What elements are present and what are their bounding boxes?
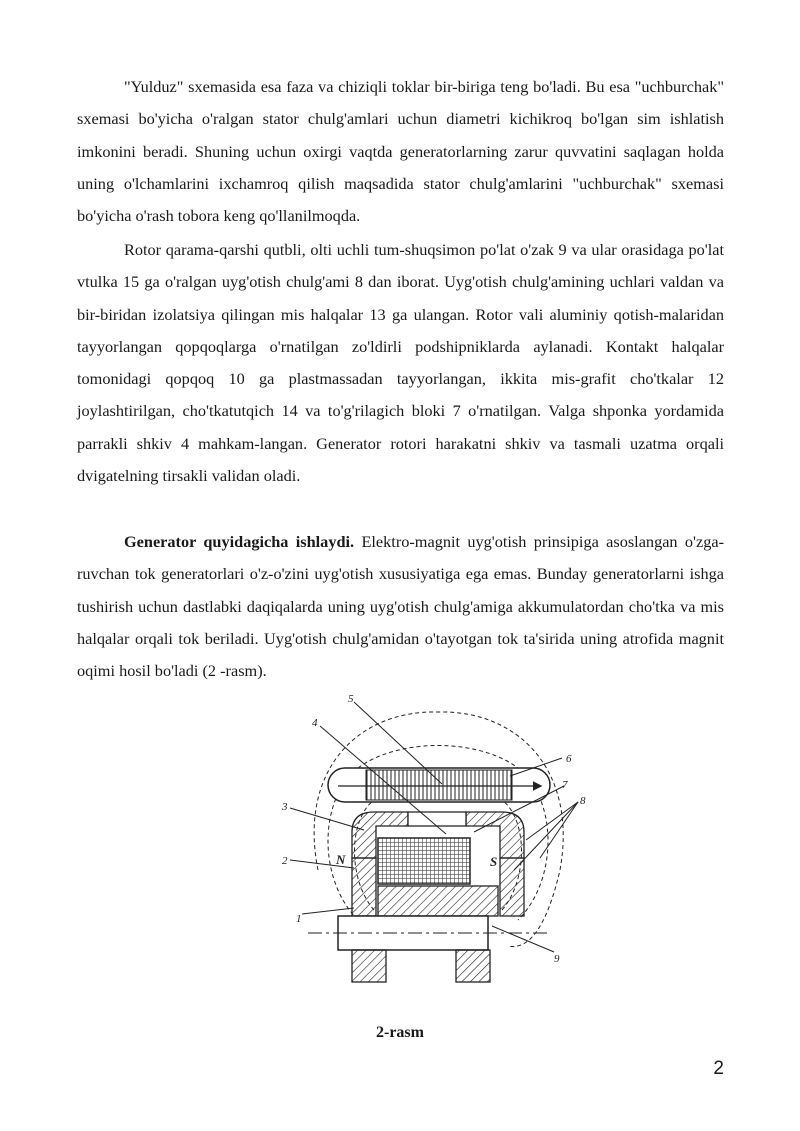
steel-sleeve [378, 886, 498, 916]
paragraph-rotor-description: Rotor qarama-qarshi qutbli, olti uchli tum-shuqsimon po'lat o'zak 9 va ular orasidaga po'lat vtulka 15 ga o'ralgan uyg'otish chulg'ami 8 dan iborat. Uyg'otish chulg'amining uchlari valdan va bir-biridan izolatsiya qilingan mis halqalar 13 ga ulangan. Rotor vali aluminiy qotish-malaridan tayyorlangan qopqoqlarga o'rnatilgan zo'ldirli podshipniklarda aylanadi. Kontakt halqalar tomonidagi qopqoq 10 ga plastmassadan tayyorlangan, ikkita mis-grafit cho'tkalar 12 joylashtirilgan, cho'tkatutqich 14 va to'g'rilagich bloki 7 o'rnatilgan. Valga shponka yordamida parrakli shkiv 4 mahkam-langan. Generator rotori harakatni shkiv va tasmali uzatma orqali dvigatelning tirsakli validan oladi. [77, 240, 724, 486]
paragraph-generator-operation [77, 526, 724, 687]
stator-pack [328, 768, 550, 802]
pole-n-label: N [336, 852, 346, 867]
generator-magnetic-flux-diagram [278, 690, 598, 990]
label-5: 5 [348, 693, 354, 705]
paragraph-body: Elektro-magnit uyg'otish prinsipiga asoslangan o'zga-ruvchan tok generatorlari o'z-o'zini uyg'otish xususiyatiga ega emas. Bunday generatorlarni ishga tushirish uchun dastlabki daqiqalarda uning uyg'otish chulg'amiga akkumulatordan cho'tka va mis halqalar orqali tok beriladi. Uyg'otish chulg'amidan o'tayotgan tok ta'sirida uning atrofida magnit oqimi hosil bo'ladi (2 -rasm). [77, 532, 724, 681]
paragraph-lead-bold: Generator quyidagicha ishlaydi. [124, 532, 355, 551]
figure-caption: 2-rasm [376, 1024, 424, 1041]
label-8: 8 [580, 795, 586, 807]
rotor-shaft [308, 916, 548, 982]
label-4: 4 [312, 717, 318, 729]
page-number: 2 [713, 1058, 724, 1079]
paragraph-yulduz-scheme: "Yulduz" sxemasida esa faza va chiziqli toklar bir-biriga teng bo'ladi. Bu esa "uchburchak" sxemasi bo'yicha o'ralgan stator chulg'amlari uchun diametri kichikroq bo'lgan sim ishlatish imkonini beradi. Shuning uchun oxirgi vaqtda generatorlarning zarur quvvatini saqlagan holda uning o'lchamlarini ixchamroq qilish maqsadida stator chulg'amlarini "uchburchak" sxemasi bo'yicha o'rash tobora keng qo'llanilmoqda. [77, 77, 724, 226]
field-winding [378, 838, 470, 884]
label-9: 9 [554, 953, 560, 965]
label-1: 1 [296, 913, 302, 925]
label-6: 6 [566, 753, 572, 765]
label-2: 2 [282, 855, 288, 867]
label-7: 7 [562, 779, 568, 791]
label-3: 3 [282, 801, 288, 813]
pole-s-label: S [490, 854, 498, 869]
